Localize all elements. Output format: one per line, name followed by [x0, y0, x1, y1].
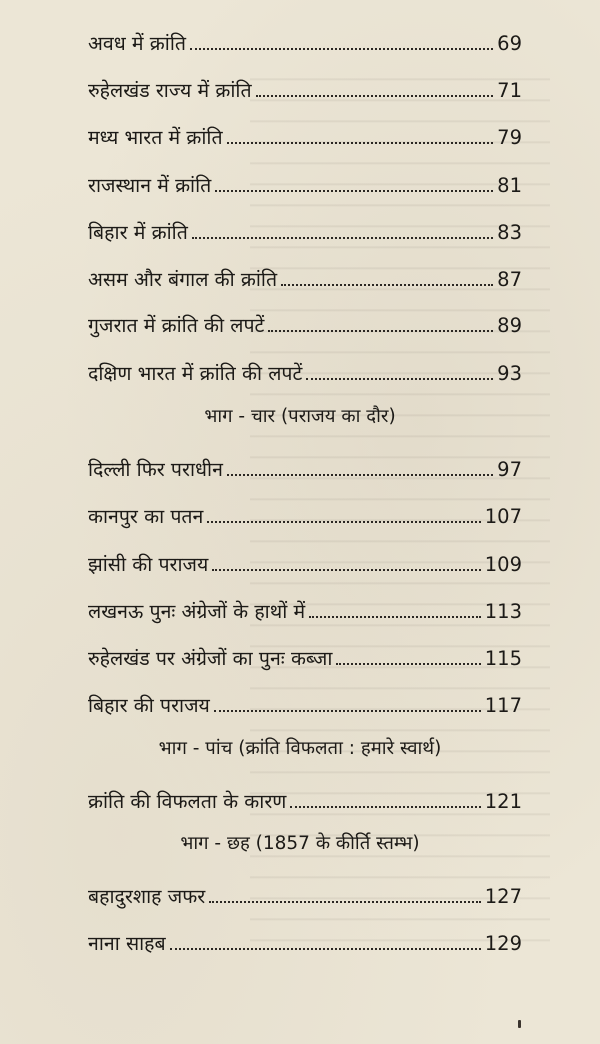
dot-leader — [209, 901, 481, 903]
dot-leader — [215, 190, 493, 192]
toc-entry-page: 109 — [484, 553, 522, 576]
toc-entry-page: 97 — [497, 458, 522, 481]
toc-entry-title: नाना साहब — [88, 932, 166, 955]
toc-entry — [88, 168, 522, 198]
toc-entry-title: राजस्थान में क्रांति — [88, 174, 212, 197]
toc-entry-page: 107 — [484, 505, 522, 528]
toc-entry-title: बिहार की पराजय — [88, 694, 210, 717]
toc-entry — [88, 215, 522, 245]
toc-entry-title: कानपुर का पतन — [88, 505, 204, 528]
dot-leader — [227, 474, 493, 476]
part-heading: भाग - छह (1857 के कीर्ति स्तम्भ) — [180, 833, 420, 854]
toc-entry — [88, 879, 522, 909]
dot-leader — [207, 521, 480, 523]
dot-leader — [256, 95, 494, 97]
toc-entry-page: 87 — [497, 268, 522, 291]
toc-entry-title: गुजरात में क्रांति की लपटें — [88, 314, 265, 337]
toc-entry-title: लखनऊ पुनः अंग्रेजों के हाथों में — [88, 600, 306, 623]
toc-entry — [88, 308, 522, 338]
toc-entry — [88, 262, 522, 292]
dot-leader — [212, 569, 480, 571]
toc-entry-title: दक्षिण भारत में क्रांति की लपटें — [88, 362, 303, 385]
toc-entry — [88, 26, 522, 56]
toc-entry-title: बिहार में क्रांति — [88, 221, 188, 244]
toc-entry-page: 71 — [497, 79, 522, 102]
toc-entry-page: 113 — [484, 600, 522, 623]
dot-leader — [290, 806, 480, 808]
dot-leader — [190, 48, 493, 50]
toc-entry — [88, 499, 522, 529]
toc-entry-page: 115 — [484, 647, 522, 670]
dot-leader — [309, 616, 481, 618]
toc-entry — [88, 356, 522, 386]
toc-entry-page: 117 — [484, 694, 522, 717]
toc-entry-page: 83 — [497, 221, 522, 244]
dot-leader — [214, 710, 481, 712]
dot-leader — [192, 237, 493, 239]
toc-entry-page: 81 — [497, 174, 522, 197]
dot-leader — [281, 284, 493, 286]
toc-entry-page: 79 — [497, 126, 522, 149]
ink-mark — [518, 1020, 521, 1028]
toc-entry-title: असम और बंगाल की क्रांति — [88, 268, 278, 291]
toc-entry-page: 69 — [497, 32, 522, 55]
toc-entry — [88, 120, 522, 150]
toc-entry — [88, 688, 522, 718]
toc-entry — [88, 452, 522, 482]
toc-entry — [88, 641, 522, 671]
toc-entry-page: 93 — [497, 362, 522, 385]
dot-leader — [306, 378, 493, 380]
dot-leader — [170, 948, 481, 950]
dot-leader — [268, 330, 493, 332]
toc-entry-title: बहादुरशाह जफर — [88, 885, 206, 908]
toc-entry-title: क्रांति की विफलता के कारण — [88, 790, 287, 813]
toc-entry-page: 89 — [497, 314, 522, 337]
toc-entry-title: मध्य भारत में क्रांति — [88, 126, 223, 149]
toc-entry-page: 129 — [484, 932, 522, 955]
toc-entry-page: 121 — [484, 790, 522, 813]
toc-entry-title: रुहेलखंड पर अंग्रेजों का पुनः कब्जा — [88, 647, 333, 670]
part-heading: भाग - पांच (क्रांति विफलता : हमारे स्वार्थ) — [158, 738, 442, 759]
toc-entry-page: 127 — [484, 885, 522, 908]
toc-entry-title: दिल्ली फिर पराधीन — [88, 458, 223, 481]
toc-entry — [88, 784, 522, 814]
toc-entry — [88, 73, 522, 103]
toc-entry — [88, 926, 522, 956]
dot-leader — [336, 663, 480, 665]
part-heading: भाग - चार (पराजय का दौर) — [204, 406, 396, 427]
toc-entry-title: झांसी की पराजय — [88, 553, 209, 576]
toc-entry-title: रुहेलखंड राज्य में क्रांति — [88, 79, 252, 102]
toc-entry — [88, 594, 522, 624]
toc-entry — [88, 547, 522, 577]
dot-leader — [227, 142, 494, 144]
toc-entry-title: अवध में क्रांति — [88, 32, 186, 55]
